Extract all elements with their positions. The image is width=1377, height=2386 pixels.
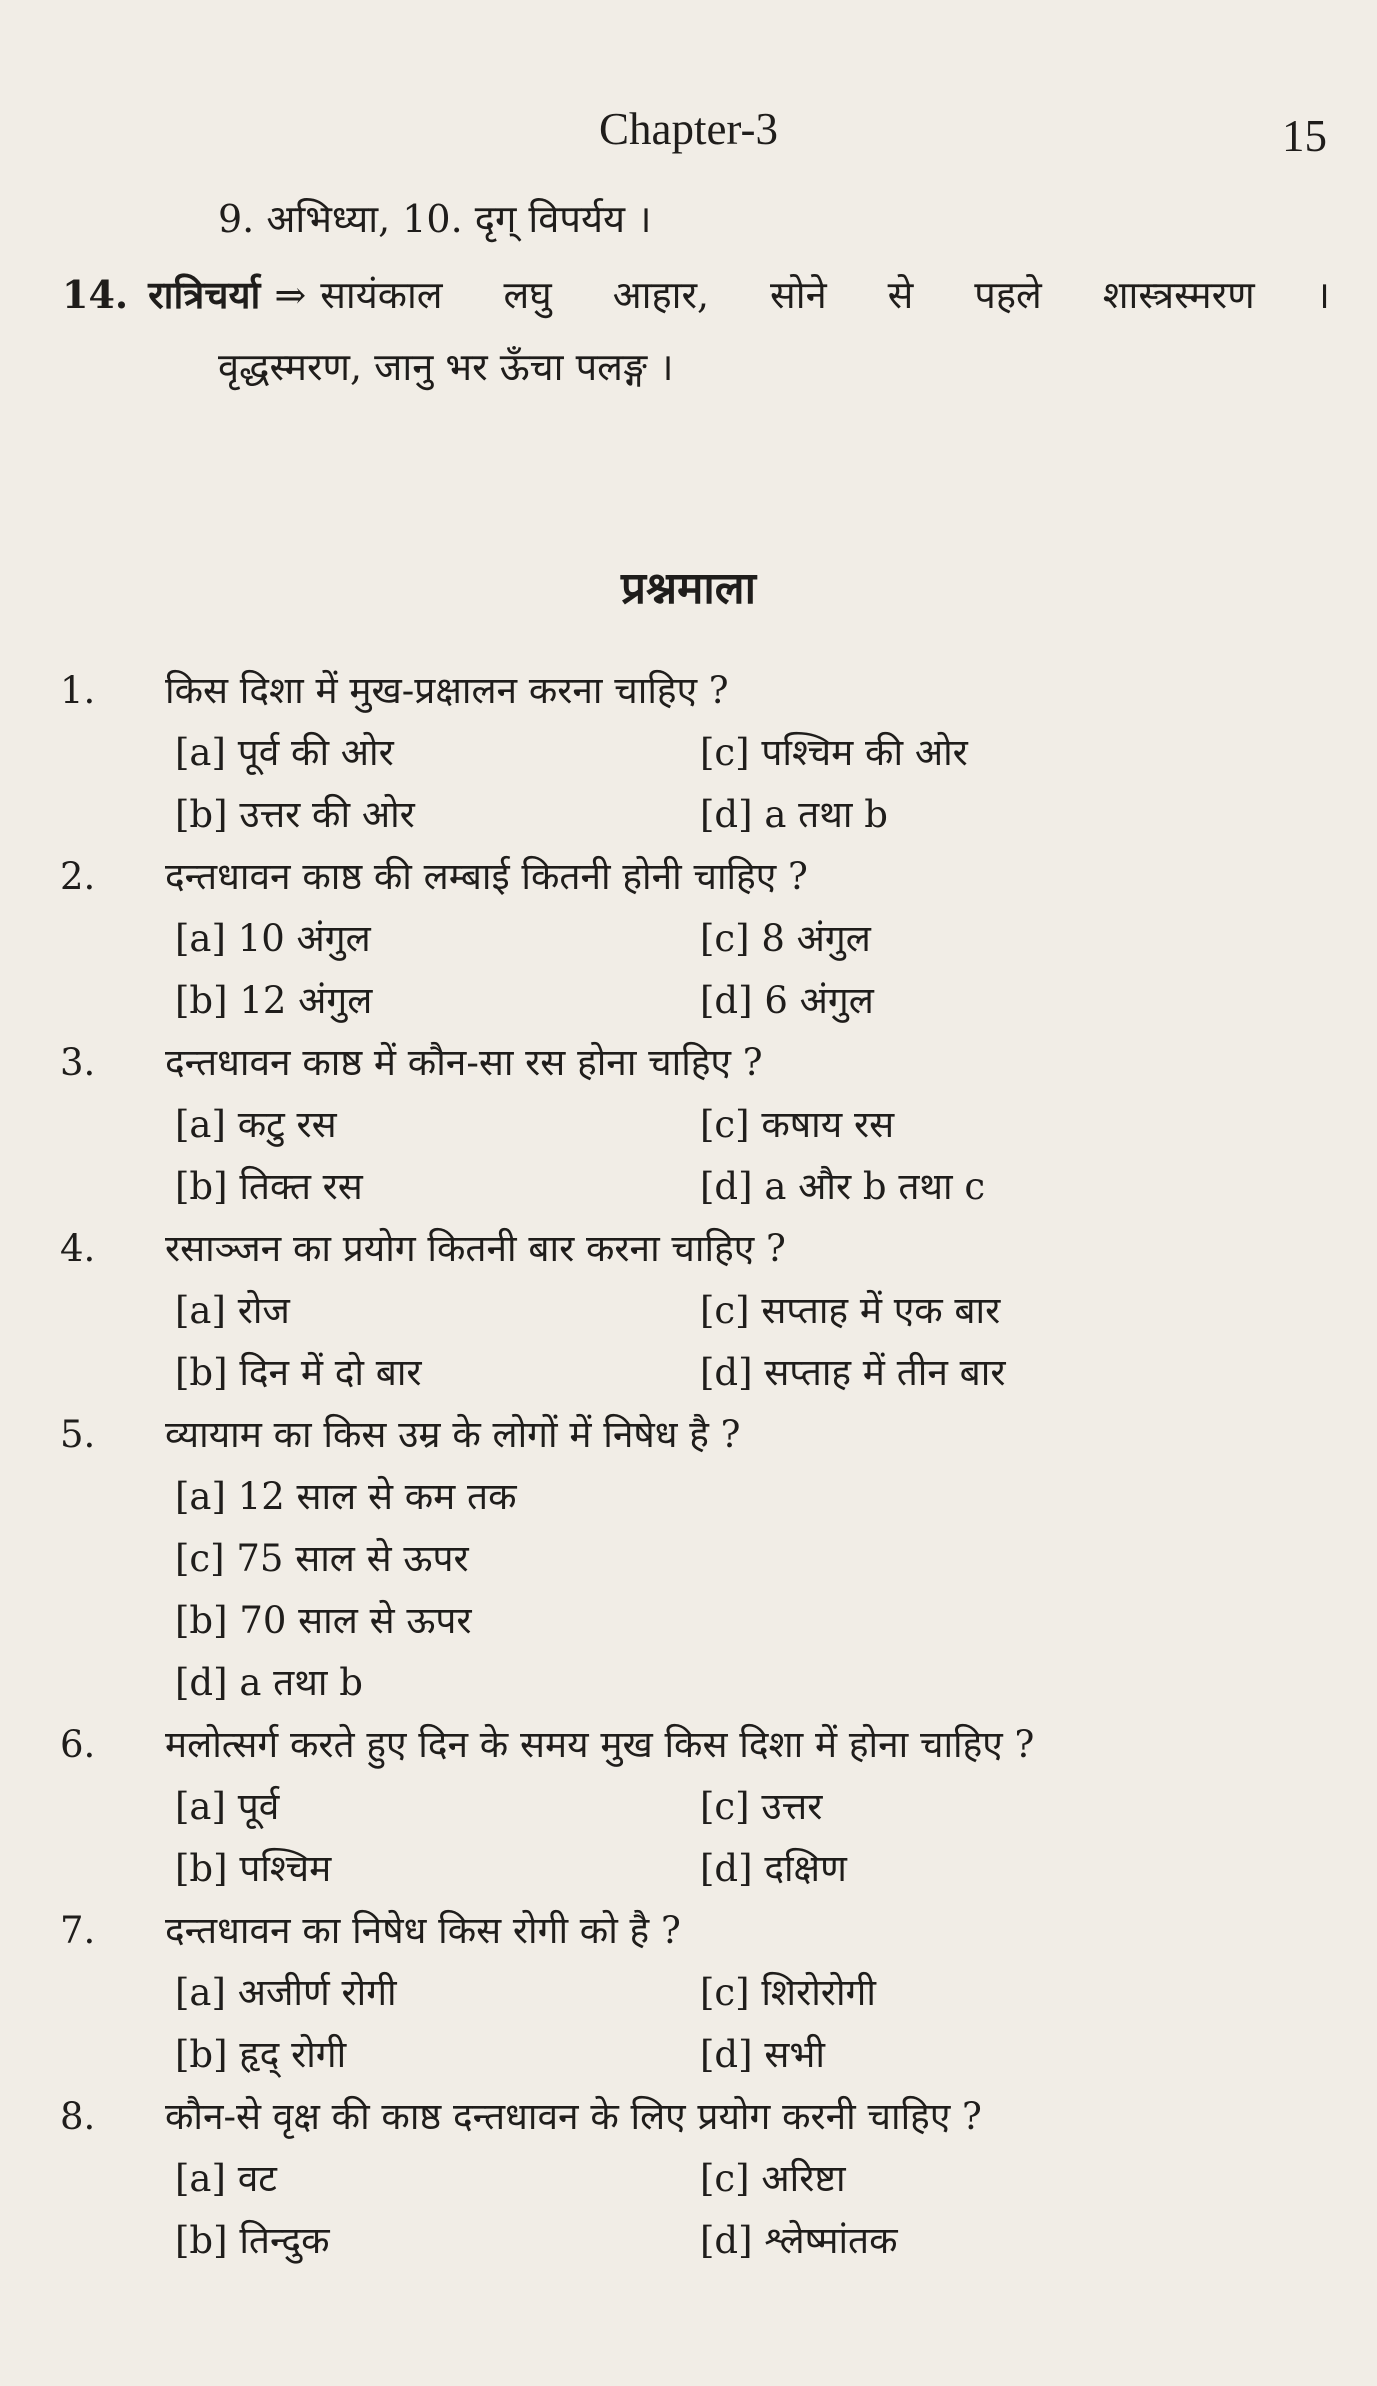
option-row: [175, 1094, 1320, 1156]
option-d: [d] a तथा b: [175, 1661, 363, 1704]
option-a: [a] वट: [175, 2157, 277, 2200]
option-row: [175, 1342, 1320, 1404]
question-number: 3.: [60, 1041, 96, 1084]
option-b: [b] तिक्त रस: [175, 1165, 363, 1208]
option-c: [c] पश्चिम की ओर: [700, 731, 968, 774]
options-4: [50, 1280, 1320, 1404]
option-row: [175, 970, 1320, 1032]
item-text-line-2: वृद्धस्मरण, जानु भर ऊँचा पलङ्ग ।: [218, 345, 674, 389]
option-b: [b] हृद् रोगी: [175, 2033, 347, 2076]
question-text: रसाञ्जन का प्रयोग कितनी बार करना चाहिए ?: [165, 1227, 786, 1270]
options-3: [50, 1094, 1320, 1218]
option-c: [c] 75 साल से ऊपर: [175, 1537, 469, 1580]
option-row: [175, 1156, 1320, 1218]
question-text: दन्तधावन का निषेध किस रोगी को है ?: [165, 1909, 681, 1952]
option-b: [b] पश्चिम: [175, 1847, 332, 1890]
chapter-heading: Chapter-3: [598, 104, 779, 154]
question-7: [50, 1900, 1320, 1962]
option-d: [d] a और b तथा c: [700, 1165, 986, 1208]
option-b: [b] 70 साल से ऊपर: [175, 1599, 472, 1642]
options-1: [50, 722, 1320, 846]
question-number: 4.: [60, 1227, 96, 1270]
question-2: [50, 846, 1320, 908]
option-a: [a] 10 अंगुल: [175, 917, 371, 960]
question-text: दन्तधावन काष्ठ की लम्बाई कितनी होनी चाहिए ?: [165, 855, 808, 898]
arrow-icon: ⇒: [274, 273, 307, 317]
option-d: [d] श्लेष्मांतक: [700, 2219, 898, 2262]
options-6: [50, 1776, 1320, 1900]
option-row: [175, 784, 1320, 846]
options-5: [50, 1466, 1320, 1714]
option-row: [175, 1280, 1320, 1342]
question-8: [50, 2086, 1320, 2148]
option-row: [175, 2024, 1320, 2086]
options-7: [50, 1962, 1320, 2086]
option-a: [a] कटु रस: [175, 1103, 337, 1146]
option-c: [c] सप्ताह में एक बार: [700, 1289, 1001, 1332]
item-number: 14.: [62, 272, 129, 317]
item-14-ratricharya: [62, 268, 1330, 392]
question-4: [50, 1218, 1320, 1280]
item-heading: रात्रिचर्या: [148, 272, 261, 317]
question-number: 7.: [60, 1909, 96, 1952]
option-d: [d] सभी: [700, 2033, 825, 2076]
option-row: [175, 1776, 1320, 1838]
section-title: प्रश्नमाला: [620, 563, 757, 614]
option-a: [a] पूर्व की ओर: [175, 731, 394, 774]
page-number: 15: [1282, 111, 1327, 161]
question-text: मलोत्सर्ग करते हुए दिन के समय मुख किस दिशा में होना चाहिए ?: [165, 1723, 1035, 1766]
question-text: किस दिशा में मुख-प्रक्षालन करना चाहिए ?: [165, 669, 729, 712]
question-6: [50, 1714, 1320, 1776]
option-row: [175, 722, 1320, 784]
question-text: व्यायाम का किस उम्र के लोगों में निषेध है ?: [165, 1413, 741, 1456]
question-text: कौन-से वृक्ष की काष्ठ दन्तधावन के लिए प्रयोग करनी चाहिए ?: [165, 2095, 982, 2138]
question-number: 5.: [60, 1413, 96, 1456]
option-b: [b] तिन्दुक: [175, 2219, 330, 2262]
option-c: [c] उत्तर: [700, 1785, 823, 1828]
option-c: [c] 8 अंगुल: [700, 917, 871, 960]
continued-list-line: 9. अभिध्या, 10. दृग् विपर्यय ।: [218, 197, 652, 241]
option-d: [d] सप्ताह में तीन बार: [700, 1351, 1006, 1394]
question-3: [50, 1032, 1320, 1094]
option-row: [175, 1962, 1320, 2024]
option-d: [d] दक्षिण: [700, 1847, 847, 1890]
question-list: [50, 660, 1320, 2272]
option-a: [a] 12 साल से कम तक: [175, 1475, 517, 1518]
question-number: 8.: [60, 2095, 96, 2138]
option-b: [b] 12 अंगुल: [175, 979, 373, 1022]
question-number: 6.: [60, 1723, 96, 1766]
question-text: दन्तधावन काष्ठ में कौन-सा रस होना चाहिए ?: [165, 1041, 763, 1084]
option-c: [c] शिरोरोगी: [700, 1971, 876, 2014]
option-c: [c] अरिष्टा: [700, 2157, 846, 2200]
item-text-line-1: सायंकाल लघु आहार, सोने से पहले शास्त्रस्मरण ।: [320, 273, 1330, 317]
option-d: [d] 6 अंगुल: [700, 979, 874, 1022]
options-2: [50, 908, 1320, 1032]
option-a: [a] अजीर्ण रोगी: [175, 1971, 397, 2014]
option-b: [b] उत्तर की ओर: [175, 793, 415, 836]
option-a: [a] पूर्व: [175, 1785, 280, 1828]
option-row: [175, 1838, 1320, 1900]
option-a: [a] रोज: [175, 1289, 290, 1332]
options-8: [50, 2148, 1320, 2272]
option-d: [d] a तथा b: [700, 793, 888, 836]
option-row: [175, 2210, 1320, 2272]
option-row: [175, 908, 1320, 970]
option-c: [c] कषाय रस: [700, 1103, 895, 1146]
option-b: [b] दिन में दो बार: [175, 1351, 422, 1394]
question-number: 2.: [60, 855, 96, 898]
question-number: 1.: [60, 669, 96, 712]
option-row: [175, 2148, 1320, 2210]
question-1: [50, 660, 1320, 722]
question-5: [50, 1404, 1320, 1466]
